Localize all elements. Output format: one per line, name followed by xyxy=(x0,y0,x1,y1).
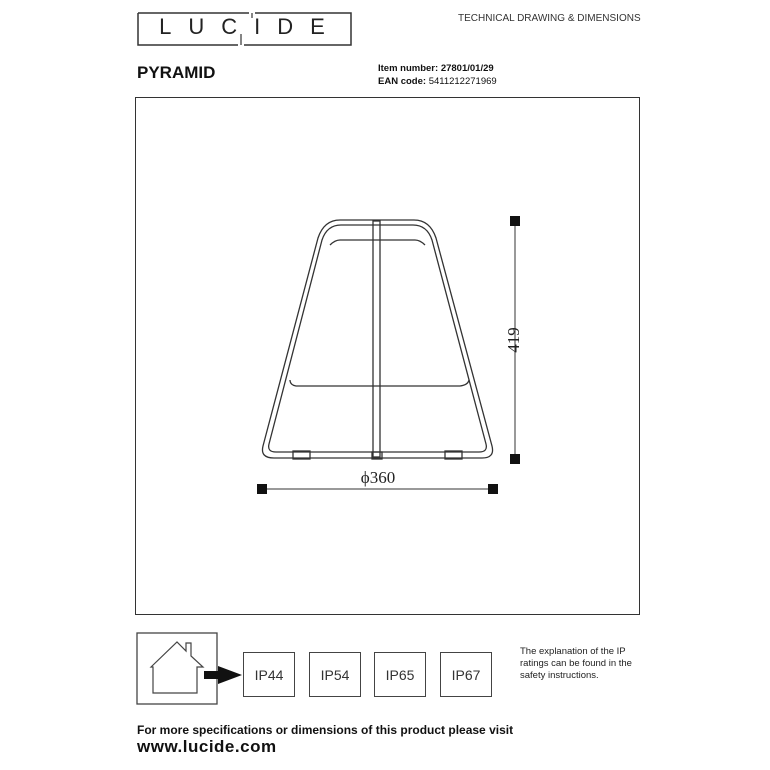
ip-rating-ip44: IP44 xyxy=(243,652,295,697)
height-dimension-label: 419 xyxy=(504,327,523,353)
item-number: 27801/01/29 xyxy=(440,63,494,74)
indoor-house-icon xyxy=(137,633,242,704)
website-link[interactable]: www.lucide.com xyxy=(137,737,277,756)
diameter-dimension-label: ϕ360 xyxy=(360,468,396,487)
ean-label: EAN code: xyxy=(378,76,427,87)
ean-code: 5411212271969 xyxy=(428,76,497,87)
product-name: PYRAMID xyxy=(137,63,216,82)
item-number-label: Item number: xyxy=(378,63,439,74)
ip-rating-ip65: IP65 xyxy=(374,652,426,697)
ip-rating-ip54: IP54 xyxy=(309,652,361,697)
ip-rating-ip67: IP67 xyxy=(440,652,492,697)
footer-text: For more specifications or dimensions of this product please visit xyxy=(137,723,514,737)
lamp-outline xyxy=(262,220,492,459)
ip-note: The explanation of the IP ratings can be found in the safety instructions. xyxy=(520,646,632,681)
document-title: TECHNICAL DRAWING & DIMENSIONS xyxy=(458,13,641,24)
logo-text: LUCIDE xyxy=(159,14,342,39)
